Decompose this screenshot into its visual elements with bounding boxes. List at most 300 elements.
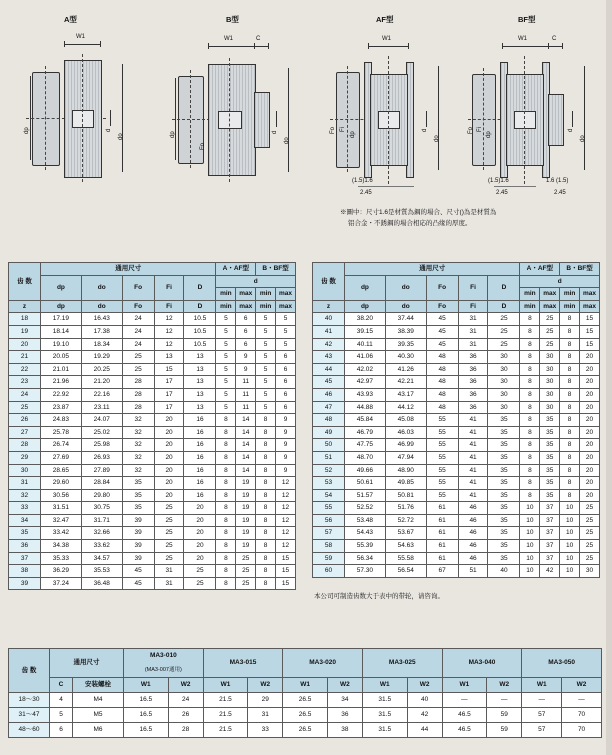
cell-value: 5 xyxy=(276,313,296,326)
cell-value: 8 xyxy=(256,527,276,540)
cell-value: 17.19 xyxy=(41,313,82,326)
cell-value: 22.16 xyxy=(81,388,122,401)
cell-value: 50.61 xyxy=(345,477,386,490)
cell-value: 8 xyxy=(560,464,580,477)
cell-value: 31 xyxy=(248,708,283,723)
cell-value: 8 xyxy=(216,414,236,427)
cell-value: 31 xyxy=(458,313,488,326)
drawing-b-caption: B型 xyxy=(226,15,239,24)
cell-z: 20 xyxy=(9,338,41,351)
table-right-body xyxy=(313,313,600,577)
cell-value: 11 xyxy=(236,388,256,401)
cell-z: 46 xyxy=(313,388,345,401)
cell-value: 20 xyxy=(154,426,184,439)
cell-value: 13 xyxy=(184,363,216,376)
cell-value: 12 xyxy=(276,527,296,540)
cell-value: 8 xyxy=(256,514,276,527)
cell-value: 19 xyxy=(236,477,256,490)
cell-z: 24 xyxy=(9,388,41,401)
cell-value: 6 xyxy=(276,376,296,389)
cell-value: 6 xyxy=(236,313,256,326)
th-min-b: min xyxy=(256,288,276,301)
cell-value: 41 xyxy=(458,451,488,464)
cell-z: 42 xyxy=(313,338,345,351)
table-row xyxy=(9,489,296,502)
th-sub-max-a: max xyxy=(236,300,256,313)
cell-z: 43 xyxy=(313,351,345,364)
cell-value: 6 xyxy=(276,363,296,376)
drawing-band xyxy=(0,0,612,250)
cell-value: 45 xyxy=(122,577,154,590)
cell-value: M5 xyxy=(73,708,124,723)
table-row xyxy=(313,477,600,490)
table-row xyxy=(9,426,296,439)
cell-z: 18～30 xyxy=(9,693,50,708)
table-row xyxy=(313,325,600,338)
cell-value: 5 xyxy=(256,325,276,338)
cell-value: 8 xyxy=(256,464,276,477)
cell-z: 50 xyxy=(313,439,345,452)
cell-z: 58 xyxy=(313,540,345,553)
cell-value: 8 xyxy=(216,426,236,439)
cell-z: 31 xyxy=(9,477,41,490)
cell-value: 32 xyxy=(122,439,154,452)
cell-value: — xyxy=(487,693,522,708)
table-bottom xyxy=(8,648,602,738)
cell-value: 36 xyxy=(458,363,488,376)
cell-value: 46.5 xyxy=(442,708,487,723)
cell-value: 55.39 xyxy=(345,540,386,553)
cell-value: 10 xyxy=(520,540,540,553)
cell-value: 42 xyxy=(540,565,560,578)
cell-value: 45.84 xyxy=(345,414,386,427)
cell-value: 33.62 xyxy=(81,540,122,553)
cell-value: 8 xyxy=(560,363,580,376)
cell-value: 8 xyxy=(560,351,580,364)
cell-value: 8 xyxy=(560,477,580,490)
cell-z: 52 xyxy=(313,464,345,477)
cell-value: 5 xyxy=(216,388,236,401)
cell-value: 46 xyxy=(458,527,488,540)
cell-value: 5 xyxy=(216,376,236,389)
cell-value: 34.38 xyxy=(41,540,82,553)
cell-value: 21.5 xyxy=(203,723,248,738)
cell-value: 54.43 xyxy=(345,527,386,540)
cell-z: 32 xyxy=(9,489,41,502)
cell-value: 41 xyxy=(458,439,488,452)
th-sub-z-r: z xyxy=(313,300,345,313)
table-row xyxy=(313,426,600,439)
cell-value: 55 xyxy=(426,489,458,502)
cell-value: 40.11 xyxy=(345,338,386,351)
cell-value: 35 xyxy=(488,464,520,477)
th-D-r: D xyxy=(488,275,520,300)
cell-value: 8 xyxy=(520,414,540,427)
bth-w1-5: W1 xyxy=(522,678,562,693)
cell-value: 9 xyxy=(276,439,296,452)
cell-value: 13 xyxy=(184,401,216,414)
cell-z: 44 xyxy=(313,363,345,376)
bth-sub-bolt: 安装螺栓 xyxy=(73,678,124,693)
cell-z: 31～47 xyxy=(9,708,50,723)
table-row xyxy=(9,693,602,708)
cell-value: 28 xyxy=(168,723,203,738)
drawing-af-detail-2: 2.45 xyxy=(360,190,372,196)
th-max-b: max xyxy=(276,288,296,301)
cell-z: 21 xyxy=(9,351,41,364)
table-row xyxy=(9,464,296,477)
cell-value: 20.05 xyxy=(41,351,82,364)
cell-value: 57.30 xyxy=(345,565,386,578)
cell-value: 18.34 xyxy=(81,338,122,351)
cell-z: 53 xyxy=(313,477,345,490)
drawing-bf-dim-fo: Fo xyxy=(468,126,474,134)
th-min-a-r: min xyxy=(520,288,540,301)
cell-value: 6 xyxy=(276,401,296,414)
cell-value: 19 xyxy=(236,527,256,540)
cell-value: 8 xyxy=(560,388,580,401)
cell-value: 37 xyxy=(540,502,560,515)
cell-value: 19.29 xyxy=(81,351,122,364)
drawing-af-dim-d: d xyxy=(422,128,428,132)
table-right-footnote: 本公司可制造齿数大于表中的带轮，请咨询。 xyxy=(314,593,444,600)
cell-value: 26 xyxy=(168,708,203,723)
cell-value: 55 xyxy=(426,477,458,490)
cell-value: 25 xyxy=(488,338,520,351)
th-common-r: 通用尺寸 xyxy=(345,263,520,276)
cell-value: 33 xyxy=(248,723,283,738)
cell-value: 35 xyxy=(122,502,154,515)
cell-value: 46.99 xyxy=(385,439,426,452)
cell-value: 35 xyxy=(540,489,560,502)
cell-value: 39 xyxy=(122,540,154,553)
cell-value: 5 xyxy=(276,338,296,351)
cell-value: 6 xyxy=(236,325,256,338)
table-row xyxy=(313,489,600,502)
cell-value: 8 xyxy=(520,464,540,477)
cell-value: 25 xyxy=(122,363,154,376)
th-do-r: do xyxy=(385,275,426,300)
cell-value: 45 xyxy=(122,565,154,578)
cell-value: 57 xyxy=(522,708,562,723)
cell-value: 53.48 xyxy=(345,514,386,527)
cell-z: 30 xyxy=(9,464,41,477)
cell-value: 17.38 xyxy=(81,325,122,338)
cell-value: 35 xyxy=(488,426,520,439)
cell-value: 25 xyxy=(184,577,216,590)
cell-value: 22.92 xyxy=(41,388,82,401)
cell-value: 51.57 xyxy=(345,489,386,502)
cell-value: 25 xyxy=(154,540,184,553)
cell-value: M4 xyxy=(73,693,124,708)
cell-value: 12 xyxy=(276,502,296,515)
drawing-a-dim-d: d xyxy=(106,128,112,132)
cell-value: 20 xyxy=(154,414,184,427)
cell-value: 52.52 xyxy=(345,502,386,515)
cell-value: 42 xyxy=(407,708,442,723)
cell-value: 5 xyxy=(216,401,236,414)
cell-value: 48.90 xyxy=(385,464,426,477)
cell-z: 60 xyxy=(313,565,345,578)
th-fi-r: Fi xyxy=(458,275,488,300)
drawing-b-dim-d: d xyxy=(272,130,278,134)
table-row xyxy=(9,527,296,540)
cell-value: 20 xyxy=(580,414,600,427)
cell-value: 15 xyxy=(154,363,184,376)
cell-value: 5 xyxy=(256,376,276,389)
cell-value: 19.10 xyxy=(41,338,82,351)
cell-value: 36.48 xyxy=(81,577,122,590)
cell-value: 8 xyxy=(520,388,540,401)
table-row xyxy=(313,502,600,515)
cell-value: 49.85 xyxy=(385,477,426,490)
cell-value: 31.71 xyxy=(81,514,122,527)
cell-value: 8 xyxy=(560,451,580,464)
cell-value: 31.51 xyxy=(41,502,82,515)
cell-value: 35 xyxy=(540,439,560,452)
cell-value: 30 xyxy=(540,363,560,376)
cell-value: 25.78 xyxy=(41,426,82,439)
bth-group-4: MA3-040 xyxy=(442,649,522,678)
table-row xyxy=(313,439,600,452)
table-row xyxy=(9,439,296,452)
bth-group-1: MA3-015 xyxy=(203,649,283,678)
cell-value: 35 xyxy=(488,540,520,553)
table-row xyxy=(313,514,600,527)
cell-value: 35 xyxy=(540,451,560,464)
cell-value: 56.34 xyxy=(345,552,386,565)
th-fo-r: Fo xyxy=(426,275,458,300)
cell-value: 35 xyxy=(488,477,520,490)
cell-value: 25 xyxy=(236,577,256,590)
cell-z: 27 xyxy=(9,426,41,439)
cell-value: 20 xyxy=(154,439,184,452)
table-row xyxy=(313,376,600,389)
cell-z: 34 xyxy=(9,514,41,527)
cell-z: 22 xyxy=(9,363,41,376)
cell-value: 9 xyxy=(236,351,256,364)
cell-value: 8 xyxy=(216,502,236,515)
cell-value: 6 xyxy=(50,723,73,738)
table-row xyxy=(9,565,296,578)
cell-value: 46 xyxy=(458,552,488,565)
cell-value: 27.69 xyxy=(41,451,82,464)
cell-value: 14 xyxy=(236,464,256,477)
cell-value: 5 xyxy=(50,708,73,723)
cell-value: 8 xyxy=(216,565,236,578)
cell-value: 35 xyxy=(540,426,560,439)
th-z-r: 齿 数 xyxy=(313,263,345,301)
cell-value: 42.21 xyxy=(385,376,426,389)
cell-value: 45 xyxy=(426,325,458,338)
cell-value: 24.07 xyxy=(81,414,122,427)
cell-value: 32.47 xyxy=(41,514,82,527)
drawing-bf-detail-2: 1.6 (1.5) xyxy=(546,178,569,184)
cell-value: 26.93 xyxy=(81,451,122,464)
table-bottom-body xyxy=(9,693,602,738)
table-left xyxy=(8,262,296,590)
cell-value: 37 xyxy=(540,540,560,553)
table-row xyxy=(9,451,296,464)
cell-value: 24 xyxy=(168,693,203,708)
cell-value: 24.83 xyxy=(41,414,82,427)
cell-value: 8 xyxy=(520,351,540,364)
cell-z: 39 xyxy=(9,577,41,590)
cell-value: 30 xyxy=(488,376,520,389)
cell-value: 11 xyxy=(236,376,256,389)
cell-value: 12 xyxy=(276,514,296,527)
drawing-note-line1: ※圖中：尺寸1.6是材質為鋼的場合、尺寸()為是材質為 xyxy=(340,209,497,216)
cell-value: 25 xyxy=(488,313,520,326)
table-row xyxy=(313,388,600,401)
cell-value: 10 xyxy=(560,514,580,527)
cell-value: 10 xyxy=(560,565,580,578)
cell-value: 28.84 xyxy=(81,477,122,490)
cell-value: 9 xyxy=(276,426,296,439)
cell-z: 57 xyxy=(313,527,345,540)
cell-value: 25 xyxy=(540,338,560,351)
cell-value: 32 xyxy=(122,451,154,464)
cell-z: 56 xyxy=(313,514,345,527)
cell-value: 51.76 xyxy=(385,502,426,515)
cell-value: 12 xyxy=(154,325,184,338)
cell-value: 5 xyxy=(256,313,276,326)
cell-value: 20.25 xyxy=(81,363,122,376)
cell-value: 55 xyxy=(426,439,458,452)
cell-value: 37 xyxy=(540,552,560,565)
table-row xyxy=(9,376,296,389)
cell-value: 43.17 xyxy=(385,388,426,401)
cell-z: 41 xyxy=(313,325,345,338)
cell-value: 8 xyxy=(216,577,236,590)
cell-value: 8 xyxy=(560,439,580,452)
table-row xyxy=(9,388,296,401)
cell-value: 30 xyxy=(540,351,560,364)
cell-value: 34 xyxy=(327,693,362,708)
cell-z: 18 xyxy=(9,313,41,326)
cell-z: 38 xyxy=(9,565,41,578)
cell-value: 67 xyxy=(426,565,458,578)
bth-group-0-name: MA3-010 xyxy=(149,652,177,659)
cell-value: 61 xyxy=(426,552,458,565)
cell-value: 5 xyxy=(216,351,236,364)
cell-value: 20 xyxy=(580,351,600,364)
cell-value: 20 xyxy=(580,401,600,414)
cell-value: 8 xyxy=(520,489,540,502)
cell-value: 10 xyxy=(520,565,540,578)
cell-value: 37.24 xyxy=(41,577,82,590)
cell-value: 13 xyxy=(184,351,216,364)
cell-value: 53.67 xyxy=(385,527,426,540)
cell-value: 12 xyxy=(276,477,296,490)
cell-value: 31.5 xyxy=(362,693,407,708)
cell-value: 15 xyxy=(580,313,600,326)
table-row xyxy=(313,552,600,565)
cell-value: 13 xyxy=(184,376,216,389)
table-row xyxy=(9,313,296,326)
cell-value: 8 xyxy=(256,502,276,515)
cell-value: 41.06 xyxy=(345,351,386,364)
table-row xyxy=(9,708,602,723)
cell-z: 48～60 xyxy=(9,723,50,738)
th-min-a: min xyxy=(216,288,236,301)
cell-value: 16 xyxy=(184,477,216,490)
cell-value: 20 xyxy=(580,464,600,477)
drawing-bf-dim-c: C xyxy=(552,36,557,42)
cell-value: 52.72 xyxy=(385,514,426,527)
cell-value: 14 xyxy=(236,451,256,464)
th-sub-max-a-r: max xyxy=(540,300,560,313)
table-row xyxy=(9,502,296,515)
page-edge-rule xyxy=(606,0,612,755)
th-sub-do-r: do xyxy=(385,300,426,313)
cell-value: — xyxy=(562,693,602,708)
cell-value: 20 xyxy=(580,363,600,376)
cell-z: 33 xyxy=(9,502,41,515)
cell-value: 19 xyxy=(236,540,256,553)
table-row xyxy=(9,514,296,527)
bth-w1-1: W1 xyxy=(203,678,248,693)
th-max-a: max xyxy=(236,288,256,301)
cell-value: 46.5 xyxy=(442,723,487,738)
cell-value: 43.93 xyxy=(345,388,386,401)
cell-value: 35 xyxy=(122,477,154,490)
th-aaf-r: A・AF型 xyxy=(520,263,560,276)
drawing-bf: BF型 W1 C Fo Fi dp d do (1.5)1.6 2.45 1.6 (1.5) 2.45 xyxy=(468,15,586,196)
cell-value: 49.66 xyxy=(345,464,386,477)
cell-value: 30.75 xyxy=(81,502,122,515)
cell-z: 36 xyxy=(9,540,41,553)
cell-value: 10 xyxy=(560,502,580,515)
cell-z: 19 xyxy=(9,325,41,338)
cell-value: 70 xyxy=(562,708,602,723)
th-sub-do: do xyxy=(81,300,122,313)
cell-value: 55 xyxy=(426,464,458,477)
cell-value: 39 xyxy=(122,514,154,527)
cell-value: 36 xyxy=(458,376,488,389)
cell-value: 35 xyxy=(488,502,520,515)
cell-value: 12 xyxy=(154,338,184,351)
cell-value: 8 xyxy=(256,552,276,565)
cell-value: 18.14 xyxy=(41,325,82,338)
table-row xyxy=(9,351,296,364)
table-row xyxy=(313,565,600,578)
cell-value: 10 xyxy=(560,552,580,565)
cell-value: 20 xyxy=(580,376,600,389)
cell-value: 46.03 xyxy=(385,426,426,439)
cell-value: 16 xyxy=(184,414,216,427)
cell-value: 9 xyxy=(236,363,256,376)
cell-value: 30 xyxy=(540,376,560,389)
cell-value: 10.5 xyxy=(184,313,216,326)
drawing-af-dim-w1: W1 xyxy=(382,36,391,42)
th-min-b-r: min xyxy=(560,288,580,301)
cell-value: 35.33 xyxy=(41,552,82,565)
cell-z: 47 xyxy=(313,401,345,414)
drawing-b-dim-w1: W1 xyxy=(224,36,233,42)
cell-value: 8 xyxy=(560,401,580,414)
table-row xyxy=(9,338,296,351)
cell-value: 10 xyxy=(560,540,580,553)
cell-value: 25 xyxy=(154,502,184,515)
cell-value: 39 xyxy=(122,527,154,540)
bth-sub-c: C xyxy=(50,678,73,693)
cell-value: 16 xyxy=(184,426,216,439)
cell-value: 39 xyxy=(122,552,154,565)
cell-value: 11 xyxy=(236,401,256,414)
th-sub-min-a: min xyxy=(216,300,236,313)
drawing-b: B型 W1 C dp d do Fo xyxy=(170,14,315,189)
